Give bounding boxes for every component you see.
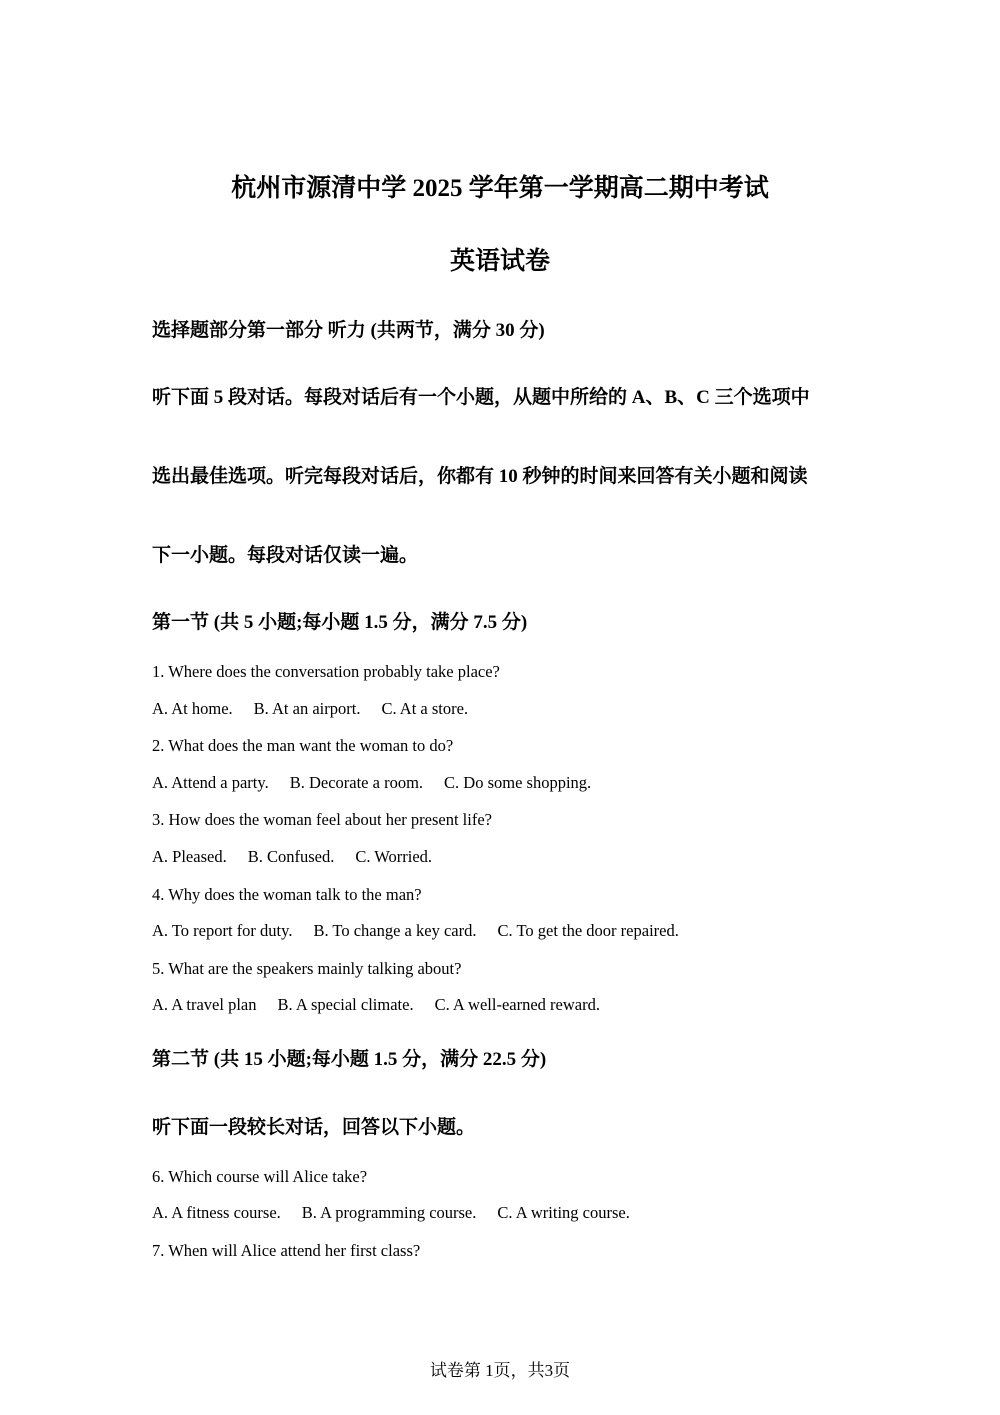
option-c: C. A writing course. [497,1203,630,1222]
question-stem: 5. What are the speakers mainly talking about? [152,959,462,978]
question-options [152,1203,651,1223]
question-options [152,773,612,793]
option-c: C. To get the door repaired. [497,921,679,940]
question-stem: 6. Which course will Alice take? [152,1167,368,1186]
question-stem: 3. How does the woman feel about her present life? [152,810,492,829]
option-a: A. Pleased. [152,847,227,866]
question-options [152,699,489,719]
option-b: B. To change a key card. [313,921,477,940]
directions-line: 下一小题。每段对话仅读一遍。 [152,545,419,566]
option-b: B. At an airport. [253,699,361,718]
option-c: C. At a store. [381,699,469,718]
exam-title: 杭州市源清中学 2025 学年第一学期高二期中考试 [231,175,769,202]
option-b: B. A special climate. [277,995,414,1014]
option-c: C. A well-earned reward. [434,995,600,1014]
option-b: B. Decorate a room. [289,773,424,792]
option-a: A. To report for duty. [152,921,293,940]
option-a: A. A travel plan [152,995,257,1014]
option-b: B. A programming course. [301,1203,477,1222]
question-stem: 1. Where does the conversation probably take place? [152,662,500,681]
option-b: B. Confused. [247,847,335,866]
directions-line: 听下面 5 段对话。每段对话后有一个小题，从题中所给的 A、B、C 三个选项中 [152,387,810,408]
section2-instruction: 听下面一段较长对话，回答以下小题。 [152,1117,476,1138]
option-c: C. Do some shopping. [444,773,592,792]
question-stem: 2. What does the man want the woman to do? [152,736,454,755]
option-a: A. At home. [152,699,233,718]
option-a: A. Attend a party. [152,773,269,792]
question-options [152,995,621,1015]
section1-heading: 第一节 (共 5 小题;每小题 1.5 分，满分 7.5 分) [152,612,528,633]
section2-heading: 第二节 (共 15 小题;每小题 1.5 分，满分 22.5 分) [152,1049,547,1070]
option-a: A. A fitness course. [152,1203,281,1222]
question-stem: 4. Why does the woman talk to the man? [152,885,422,904]
question-options [152,847,453,867]
question-stem: 7. When will Alice attend her first class? [152,1241,421,1260]
part-heading: 选择题部分第一部分 听力 (共两节，满分 30 分) [152,320,545,341]
exam-subtitle: 英语试卷 [449,248,550,275]
page-footer: 试卷第 1页，共3页 [429,1361,571,1380]
option-c: C. Worried. [355,847,433,866]
question-options [152,921,700,941]
directions-line: 选出最佳选项。听完每段对话后，你都有 10 秒钟的时间来回答有关小题和阅读 [152,466,808,487]
